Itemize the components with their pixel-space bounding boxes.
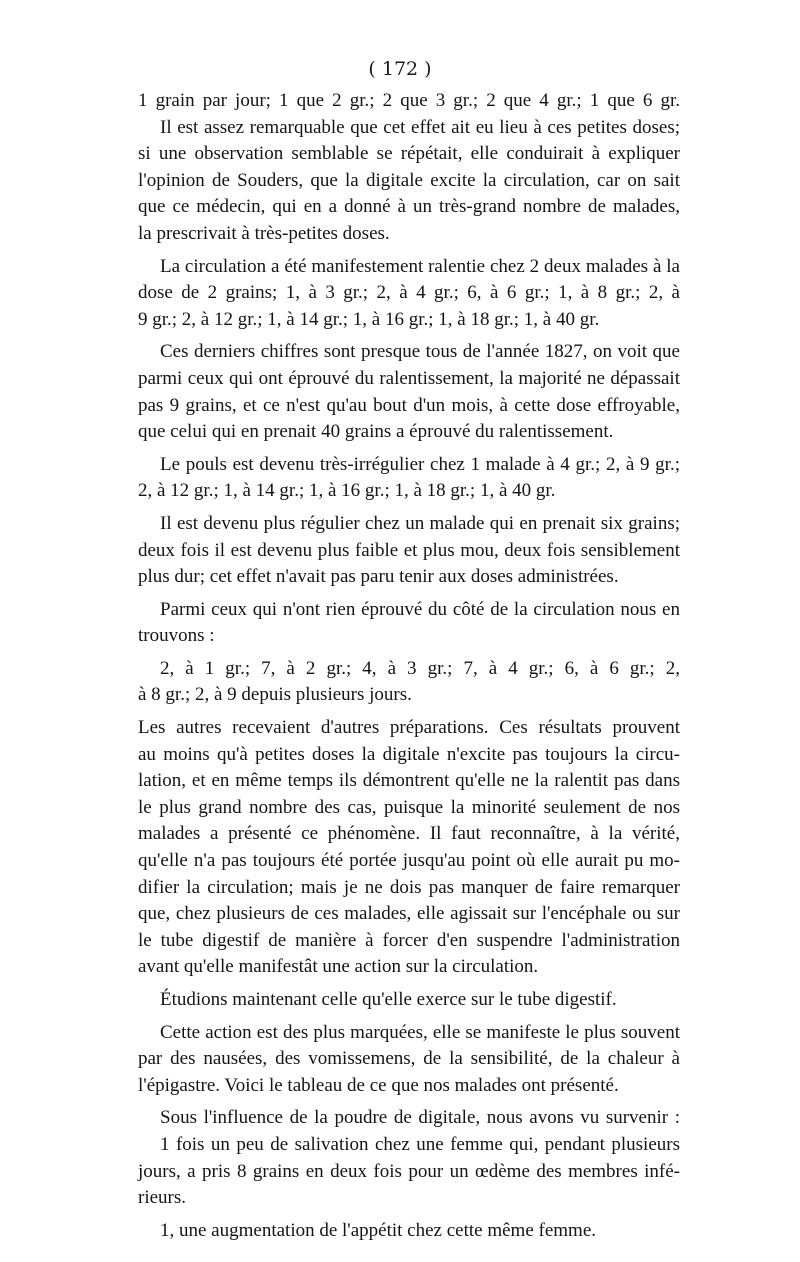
text-line: La circulation a été manifestement ralentie chez 2 deux malades à la: [160, 255, 680, 277]
text-line: que celui qui en prenait 40 grains a éprouvé du ralentissement.: [138, 421, 614, 443]
text-line: 2, à 1 gr.; 7, à 2 gr.; 4, à 3 gr.; 7, à 4 gr.; 6, à 6 gr.; 2,: [160, 657, 680, 679]
text-line: Cette action est des plus marquées, elle se manifeste le plus souvent: [160, 1021, 680, 1043]
page-number: ( 172 ): [368, 58, 432, 80]
text-line: l'épigastre. Voici le tableau de ce que nos malades ont présenté.: [138, 1074, 619, 1096]
text-line: malades a présenté ce phénomène. Il faut reconnaître, à la vérité,: [138, 823, 680, 845]
text-line: Les autres recevaient d'autres préparations. Ces résultats prouvent: [138, 717, 680, 739]
text-line: Parmi ceux qui n'ont rien éprouvé du côté de la circulation nous en: [160, 598, 680, 620]
text-line: par des nausées, des vomissemens, de la sensibilité, de la chaleur à: [138, 1048, 680, 1070]
text-line: 1 grain par jour; 1 que 2 gr.; 2 que 3 gr.; 2 que 4 gr.; 1 que 6 gr.: [138, 90, 680, 111]
text-line: dose de 2 grains; 1, à 3 gr.; 2, à 4 gr.; 6, à 6 gr.; 1, à 8 gr.; 2, à: [138, 282, 680, 304]
text-line: jours, a pris 8 grains en deux fois pour un œdème des membres infé-: [138, 1160, 680, 1182]
text-line: à 8 gr.; 2, à 9 depuis plusieurs jours.: [138, 684, 412, 706]
text-line: que, chez plusieurs de ces malades, elle agissait sur l'encéphale ou sur: [138, 903, 680, 925]
text-line: la prescrivait à très-petites doses.: [138, 222, 390, 244]
text-line: le tube digestif de manière à forcer d'en suspendre l'administration: [138, 929, 680, 951]
text-line: Ces derniers chiffres sont presque tous de l'année 1827, on voit que: [160, 341, 680, 363]
text-line: parmi ceux qui ont éprouvé du ralentissement, la majorité ne dépassait: [138, 367, 680, 389]
text-line: le plus grand nombre des cas, puisque la minorité seulement de nos: [138, 796, 680, 818]
text-line: difier la circulation; mais je ne dois pas manquer de faire remarquer: [138, 876, 680, 898]
text-line: trouvons :: [138, 625, 215, 647]
text-line: 1, une augmentation de l'appétit chez cette même femme.: [160, 1219, 597, 1241]
text-line: deux fois il est devenu plus faible et plus mou, deux fois sensiblement: [138, 539, 680, 561]
text-line: avant qu'elle manifestât une action sur la circulation.: [138, 956, 539, 978]
text-line: qu'elle n'a pas toujours été portée jusqu'au point où elle aurait pu mo-: [138, 850, 680, 872]
text-line: Étudions maintenant celle qu'elle exerce sur le tube digestif.: [160, 989, 617, 1010]
text-line: rieurs.: [138, 1187, 187, 1209]
text-line: que ce médecin, qui en a donné à un très-grand nombre de malades,: [138, 196, 680, 218]
text-line: 2, à 12 gr.; 1, à 14 gr.; 1, à 16 gr.; 1, à 18 gr.; 1, à 40 gr.: [138, 480, 556, 502]
text-line: lation, et en même temps ils démontrent qu'elle ne la ralentit pas dans: [138, 770, 680, 792]
text-line: au moins qu'à petites doses la digitale n'excite pas toujours la circu-: [138, 743, 680, 765]
text-line: l'opinion de Souders, que la digitale excite la circulation, car on sait: [138, 169, 680, 191]
text-line: Il est devenu plus régulier chez un malade qui en prenait six grains;: [160, 512, 680, 534]
text-line: si une observation semblable se répétait, elle conduirait à expliquer: [138, 143, 680, 165]
text-line: Il est assez remarquable que cet effet ait eu lieu à ces petites doses;: [160, 116, 680, 138]
text-line: Le pouls est devenu très-irrégulier chez 1 malade à 4 gr.; 2, à 9 gr.;: [160, 453, 680, 475]
text-line: Sous l'influence de la poudre de digitale, nous avons vu survenir :: [160, 1107, 680, 1129]
text-line: 1 fois un peu de salivation chez une femme qui, pendant plusieurs: [160, 1133, 680, 1155]
text-line: 9 gr.; 2, à 12 gr.; 1, à 14 gr.; 1, à 16 gr.; 1, à 18 gr.; 1, à 40 gr.: [138, 308, 600, 330]
text-line: pas 9 grains, et ce n'est qu'au bout d'un mois, à cette dose effroyable,: [138, 394, 680, 416]
body-text: [138, 88, 680, 1244]
text-line: plus dur; cet effet n'avait pas paru tenir aux doses administrées.: [138, 566, 619, 588]
